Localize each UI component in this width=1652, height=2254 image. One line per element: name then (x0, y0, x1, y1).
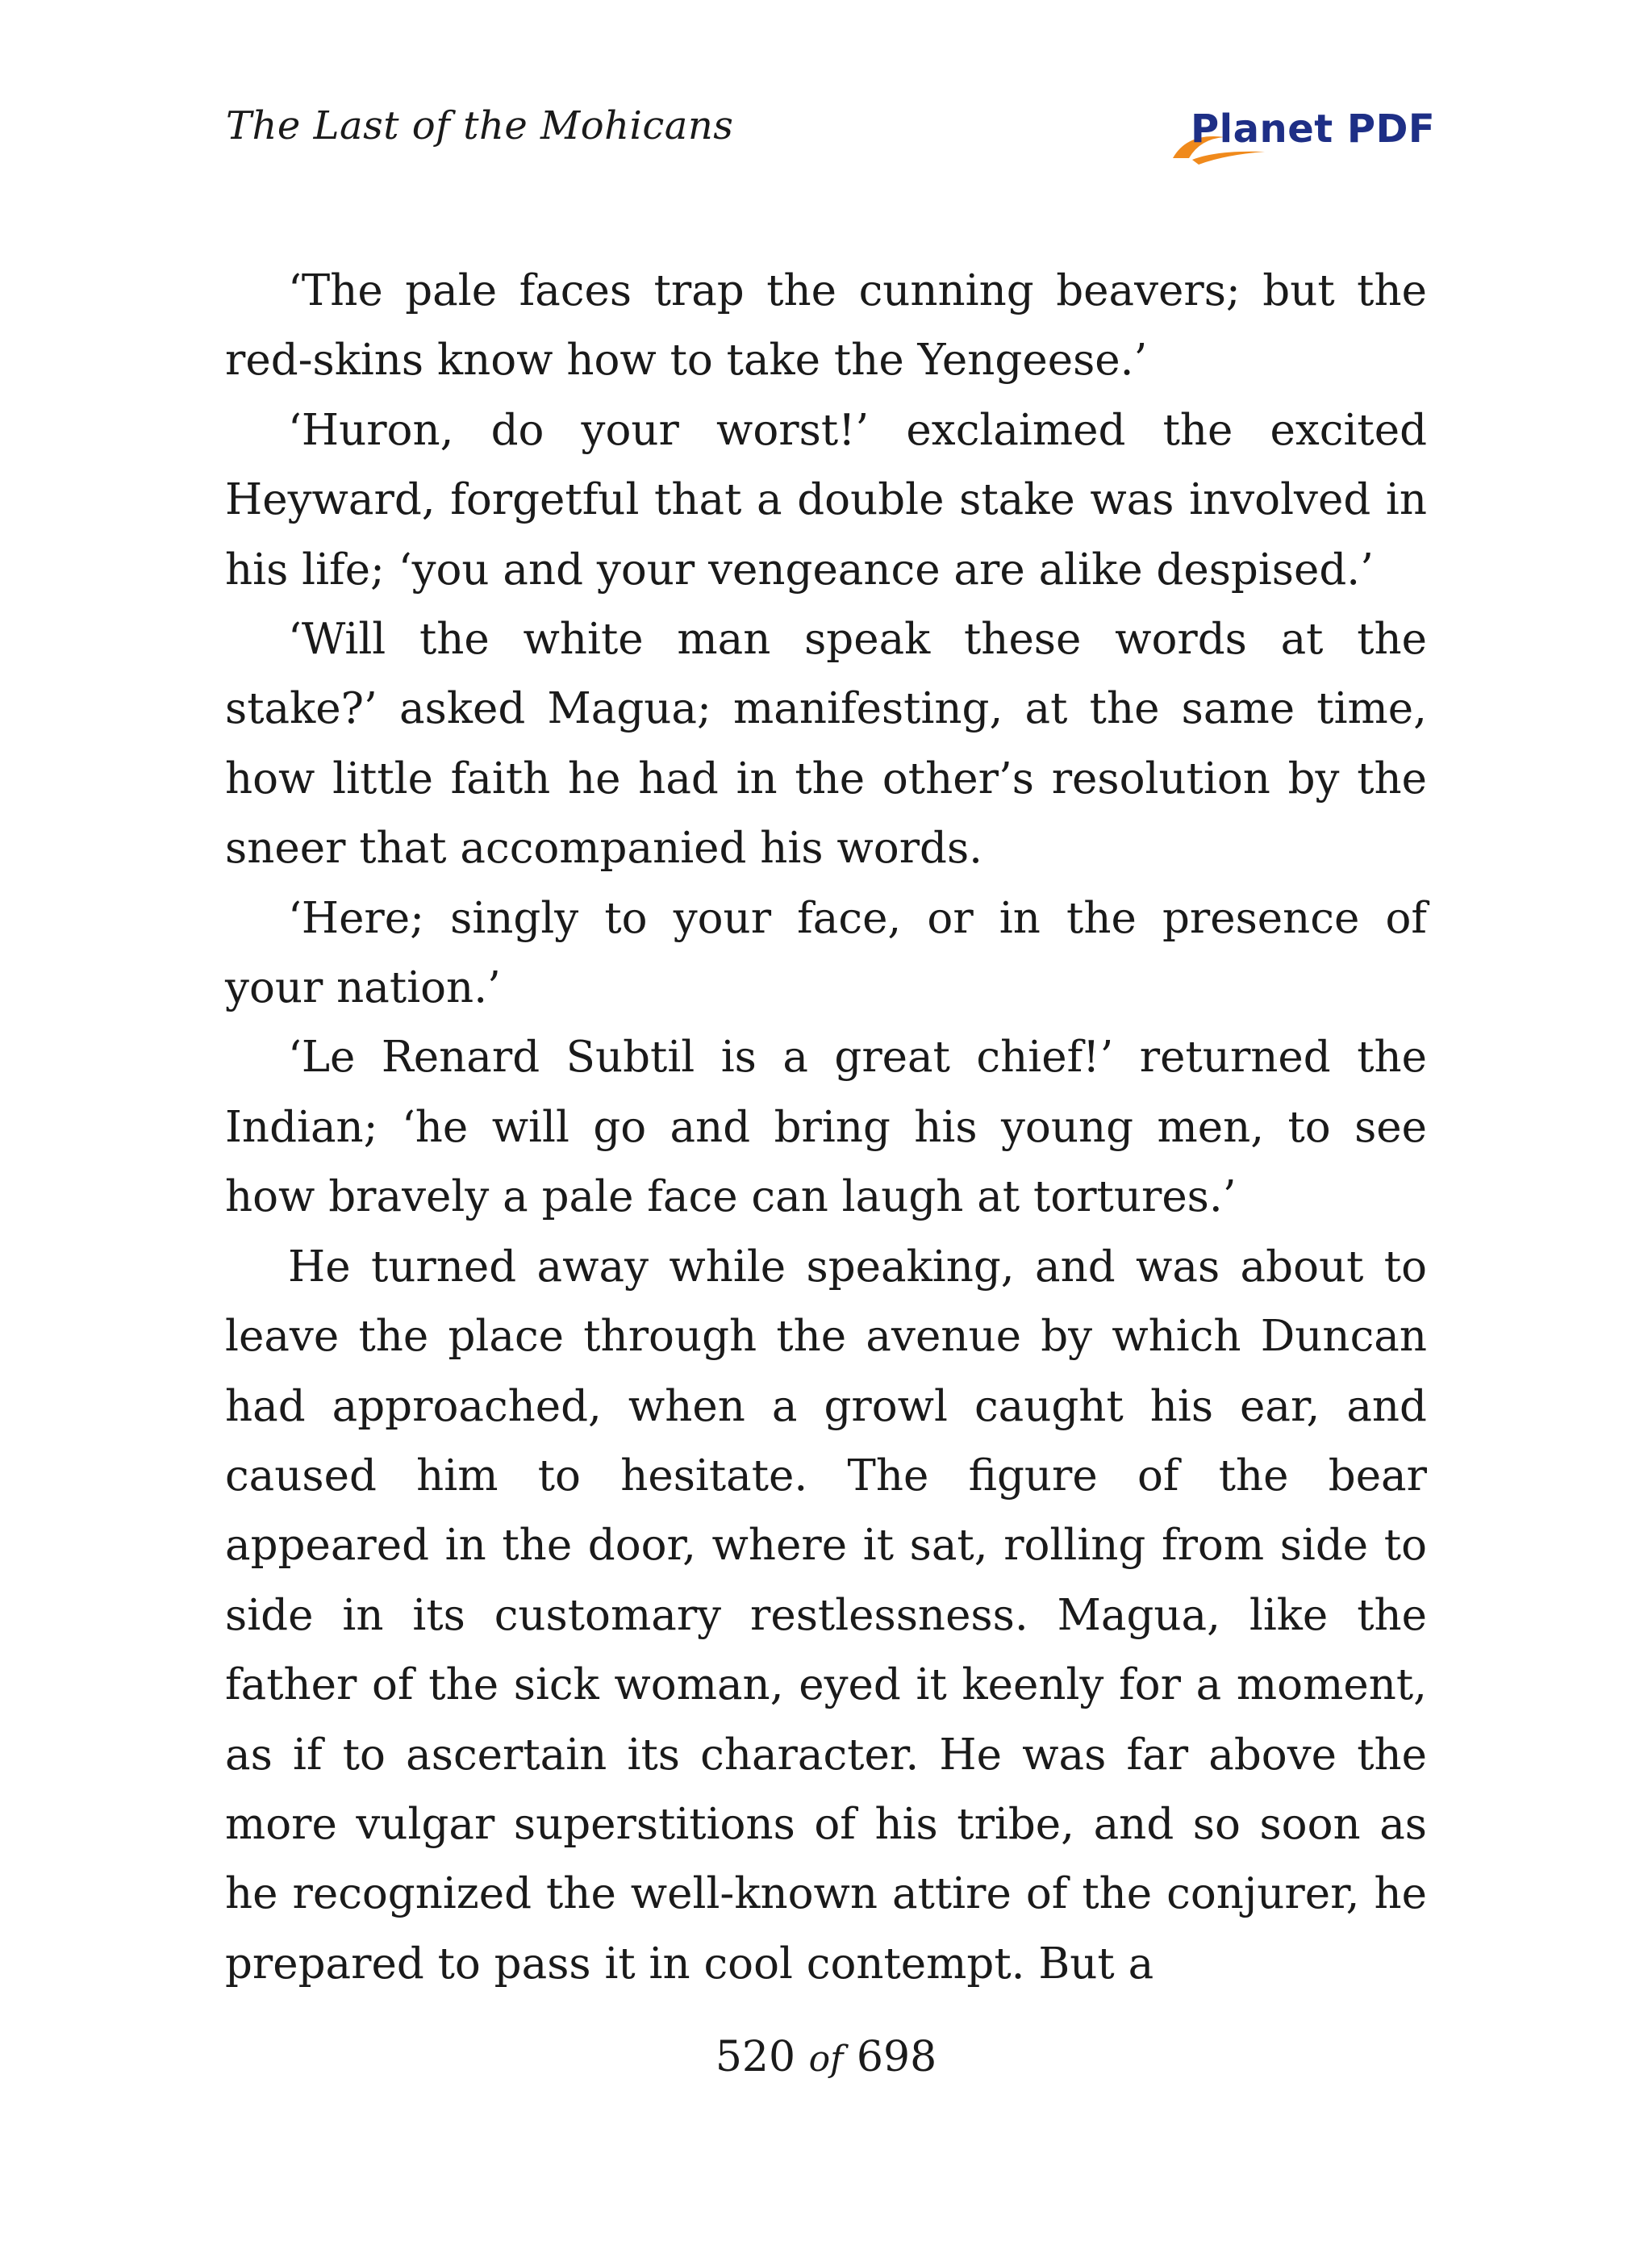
paragraph: ‘Will the white man speak these words at the stake?’ asked Magua; manifesting, at the same time, how little faith he had in the other’s resolution by the sneer that accompanied his words. (225, 615, 1427, 874)
paragraph: ‘Huron, do your worst!’ exclaimed the excited Heyward, forgetful that a double stake was involved in his life; ‘you and your vengeance are alike despised.’ (225, 405, 1427, 595)
total-pages-number: 698 (856, 2033, 937, 2081)
paragraph: ‘Le Renard Subtil is a great chief!’ returned the Indian; ‘he will go and bring his young men, to see how bravely a pale face can laugh at tortures.’ (225, 1033, 1427, 1222)
paragraph: He turned away while speaking, and was about to leave the place through the avenue by which Duncan had approached, when a growl caught his ear, and caused him to hesitate. The figure of the bear appeared in the door, where it sat, rolling from side to side in its customary restlessness. Magua, like the father of the sick woman, eyed it keenly for a moment, as if to ascertain its character. He was far above the more vulgar superstitions of his tribe, and so soon as he recognized the well-known attire of the conjurer, he prepared to pass it in cool contempt. But a (225, 1242, 1427, 1989)
page-number-footer (0, 2033, 1652, 2081)
page-of-label: of (808, 2039, 844, 2080)
logo-text: Planet PDF (1191, 106, 1436, 152)
body-text (225, 257, 1427, 1999)
paragraph: ‘Here; singly to your face, or in the presence of your nation.’ (225, 893, 1427, 1013)
running-title: The Last of the Mohicans (226, 103, 734, 148)
paragraph: ‘The pale faces trap the cunning beavers; but the red-skins know how to take the Yengeese.’ (225, 266, 1427, 386)
current-page-number: 520 (715, 2033, 796, 2081)
planet-pdf-logo (1168, 102, 1436, 174)
